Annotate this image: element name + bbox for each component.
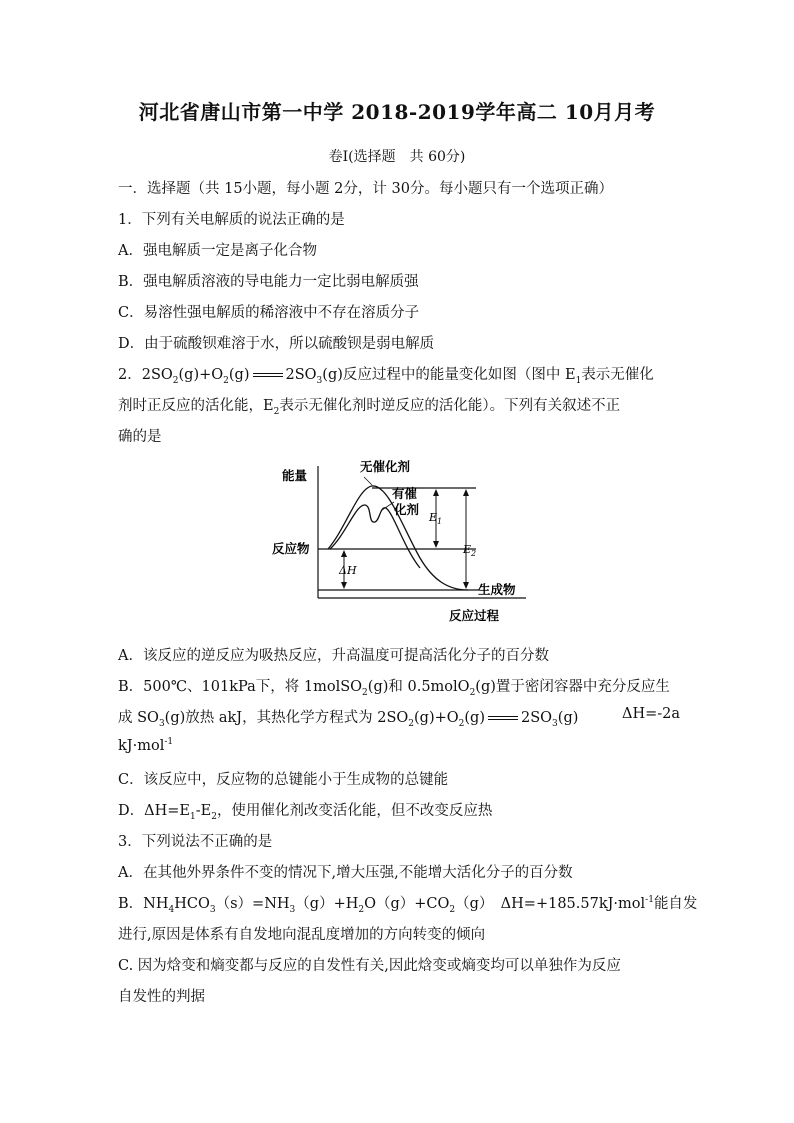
equilibrium-arrow-icon (253, 372, 283, 378)
q2-option-a: A．该反应的逆反应为吸热反应，升高温度可提高活化分子的百分数 (118, 648, 549, 664)
e1-arrow-bottom-icon (433, 541, 439, 548)
q3-stem: 3．下列说法不正确的是 (118, 834, 273, 850)
e1-label: $E_1$ (429, 511, 443, 526)
section-heading: 卷Ⅰ(选择题 共 60分) (328, 149, 466, 165)
q3-option-b-line1: B．$NH_4HCO_3(s)=NH_3(g)+H_2O(g)+CO_2(g)$ ΔH=+185.57kJ·mol$^{-1}$能自发 (118, 895, 698, 915)
e2-arrow-top-icon (463, 489, 469, 496)
q1-option-d: D．由于硫酸钡难溶于水，所以硫酸钡是弱电解质 (118, 336, 435, 352)
no-catalyst-label: 无催化剂 (360, 459, 411, 474)
q2-option-d: D．$\Delta H=E_1-E_2$，使用催化剂改变活化能，但不改变反应热 (118, 803, 493, 822)
q1-option-c: C．易溶性强电解质的稀溶液中不存在溶质分子 (118, 305, 420, 321)
q3-option-a: A．在其他外界条件不变的情况下,增大压强,不能增大活化分子的百分数 (118, 865, 573, 881)
q3-option-c-line1: C. 因为焓变和熵变都与反应的自发性有关,因此焓变或熵变均可以单独作为反应 (118, 958, 621, 974)
y-axis-label: 能量 (282, 468, 308, 483)
equilibrium-arrow-icon (488, 715, 518, 721)
q2-option-c: C．该反应中，反应物的总键能小于生成物的总键能 (118, 772, 449, 788)
q2-stem-line1: 2．$2SO_2(g)+O_2(g)$ $2SO_3(g)$反应过程中的能量变化如图（图中 $E_1$表示无催化 (118, 367, 654, 386)
part-intro: 一．选择题（共 15小题，每小题 2分，计 30分。每小题只有一个选项正确） (118, 181, 613, 197)
dh-arrow-top-icon (341, 550, 347, 557)
q2-option-b-line2: 成 $SO_3(g)$放热 akJ，其热化学方程式为 $2SO_2(g)+O_2(g)$ $2SO_3(g)$ (118, 710, 579, 729)
energy-diagram (268, 458, 536, 623)
catalyst-label-1: 有催 (392, 486, 418, 501)
products-label: 生成物 (478, 582, 516, 597)
catalyst-label-2: 化剂 (394, 502, 420, 517)
no-catalyst-leader (364, 477, 372, 485)
q2-stem-line3: 确的是 (118, 429, 162, 445)
catalyst-leader (382, 502, 394, 510)
q1-option-a: A．强电解质一定是离子化合物 (118, 243, 317, 259)
e2-label: $E_2$ (463, 543, 477, 558)
q1-option-b: B．强电解质溶液的导电能力一定比弱电解质强 (118, 274, 419, 290)
dh-label: ΔH (339, 564, 357, 577)
q1-stem: 1．下列有关电解质的说法正确的是 (118, 212, 345, 228)
q2-option-b-line3: kJ·mol$^{-1}$ (118, 737, 174, 754)
dh-arrow-bottom-icon (341, 582, 347, 589)
q2-option-b-line1: B．500℃、101kPa下，将 1molSO$_2$(g)和 0.5molO$_2$(g)置于密闭容器中充分反应生 (118, 679, 670, 698)
e1-arrow-top-icon (433, 489, 439, 496)
page-title: 河北省唐山市第一中学 2018-2019学年高二 10月月考 (138, 100, 656, 124)
e2-arrow-bottom-icon (463, 582, 469, 589)
q3-option-c-line2: 自发性的判据 (118, 989, 205, 1005)
q2-option-b-dh: ΔH=-2a (622, 706, 681, 722)
reactants-label: 反应物 (272, 541, 310, 556)
q2-stem-line2: 剂时正反应的活化能，$E_2$表示无催化剂时逆反应的活化能）。下列有关叙述不正 (118, 398, 621, 417)
q3-option-b-line2: 进行,原因是体系有自发地向混乱度增加的方向转变的倾向 (118, 927, 486, 943)
x-axis-label: 反应过程 (449, 608, 500, 623)
